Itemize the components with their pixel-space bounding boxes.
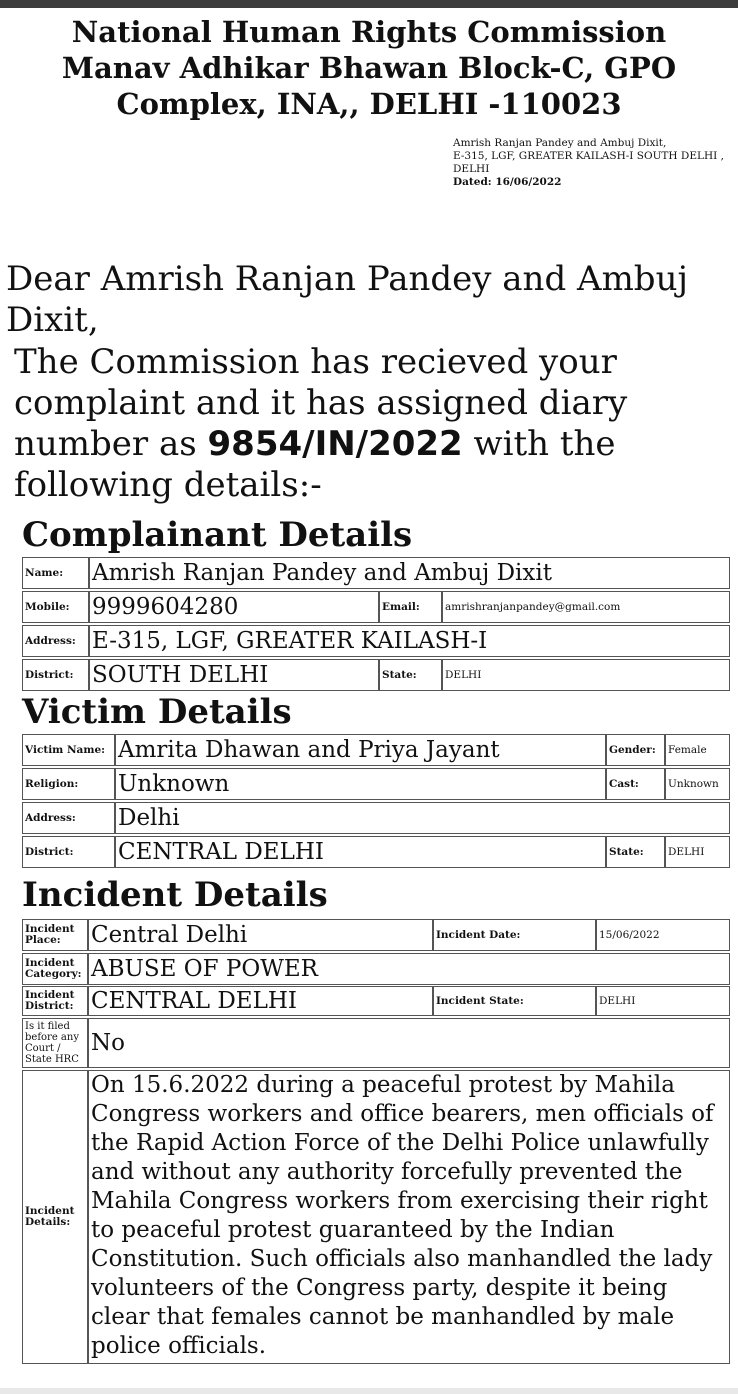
victim-address-value: Delhi [115, 802, 730, 834]
victim-name-label: Victim Name: [22, 734, 115, 766]
incident-place-value: Central Delhi [88, 919, 433, 951]
incident-place-label: Incident Place: [22, 919, 88, 951]
complainant-state-label: State: [379, 659, 442, 691]
incident-filed-label: Is it filed before any Court / State HRC [22, 1018, 88, 1068]
letterhead-line-2: Manav Adhikar Bhawan Block-C, GPO [61, 51, 677, 85]
complainant-name-label: Name: [22, 557, 89, 589]
victim-cast-value: Unknown [665, 768, 730, 800]
recipient-address: E-315, LGF, GREATER KAILASH-I SOUTH DELHI , [453, 150, 724, 162]
letterhead-line-1: National Human Rights Commission [71, 15, 667, 49]
intro-text-after: with the following details:- [14, 424, 616, 505]
intro-text-before: The Commission has recieved your complaint and it has assigned diary number as [14, 342, 628, 464]
complainant-mobile-value: 9999604280 [89, 591, 379, 623]
recipient-name: Amrish Ranjan Pandey and Ambuj Dixit, [453, 137, 667, 149]
letter-date: Dated: 16/06/2022 [453, 176, 562, 188]
incident-date-label: Incident Date: [433, 919, 596, 951]
salutation: Dear Amrish Ranjan Pandey and Ambuj Dixit, [6, 259, 689, 340]
victim-address-label: Address: [22, 802, 115, 834]
incident-state-value: DELHI [596, 986, 730, 1016]
incident-category-value: ABUSE OF POWER [88, 953, 730, 985]
complainant-details-heading: Complainant Details [22, 515, 413, 555]
bottom-edge [0, 1388, 738, 1394]
complainant-name-value: Amrish Ranjan Pandey and Ambuj Dixit [89, 557, 730, 589]
victim-gender-label: Gender: [606, 734, 665, 766]
incident-district-label: Incident District: [22, 986, 88, 1016]
letterhead-line-3: Complex, INA,, DELHI -110023 [116, 87, 622, 121]
incident-details-label: Incident Details: [22, 1070, 88, 1364]
victim-district-label: District: [22, 836, 115, 868]
complainant-email-label: Email: [379, 591, 442, 623]
incident-details-heading: Incident Details [22, 875, 328, 915]
complainant-district-value: SOUTH DELHI [89, 659, 379, 691]
victim-religion-value: Unknown [115, 768, 606, 800]
incident-category-label: Incident Category: [22, 953, 88, 985]
incident-district-value: CENTRAL DELHI [88, 986, 433, 1016]
incident-state-label: Incident State: [433, 986, 596, 1016]
complainant-state-value: DELHI [442, 659, 730, 691]
victim-district-value: CENTRAL DELHI [115, 836, 606, 868]
top-status-bar [0, 0, 738, 8]
complainant-district-label: District: [22, 659, 89, 691]
victim-name-value: Amrita Dhawan and Priya Jayant [115, 734, 606, 766]
diary-number: 9854/IN/2022 [207, 424, 463, 464]
complainant-address-label: Address: [22, 625, 89, 657]
intro-paragraph [14, 342, 654, 506]
victim-state-value: DELHI [665, 836, 730, 868]
victim-religion-label: Religion: [22, 768, 115, 800]
incident-date-value: 15/06/2022 [596, 919, 730, 951]
victim-details-heading: Victim Details [22, 692, 292, 732]
recipient-city: DELHI [453, 163, 490, 175]
victim-gender-value: Female [665, 734, 730, 766]
incident-filed-value: No [88, 1018, 730, 1068]
complainant-address-value: E-315, LGF, GREATER KAILASH-I [89, 625, 730, 657]
recipient-address-block [453, 137, 737, 189]
incident-details-value: On 15.6.2022 during a peaceful protest by Mahila Congress workers and office bearers, men officials of the Rapid Action Force of the Delhi Police unlawfully and without any authority forcefully prevented the Mahila Congress workers from exercising their right to peaceful protest guaranteed by the Indian Constitution. Such officials also manhandled the lady volunteers of the Congress party, despite it being clear that females cannot be manhandled by male police officials. [88, 1070, 730, 1364]
letterhead [0, 14, 738, 122]
victim-state-label: State: [606, 836, 665, 868]
complainant-email-value: amrishranjanpandey@gmail.com [442, 591, 730, 623]
complainant-mobile-label: Mobile: [22, 591, 89, 623]
victim-cast-label: Cast: [606, 768, 665, 800]
